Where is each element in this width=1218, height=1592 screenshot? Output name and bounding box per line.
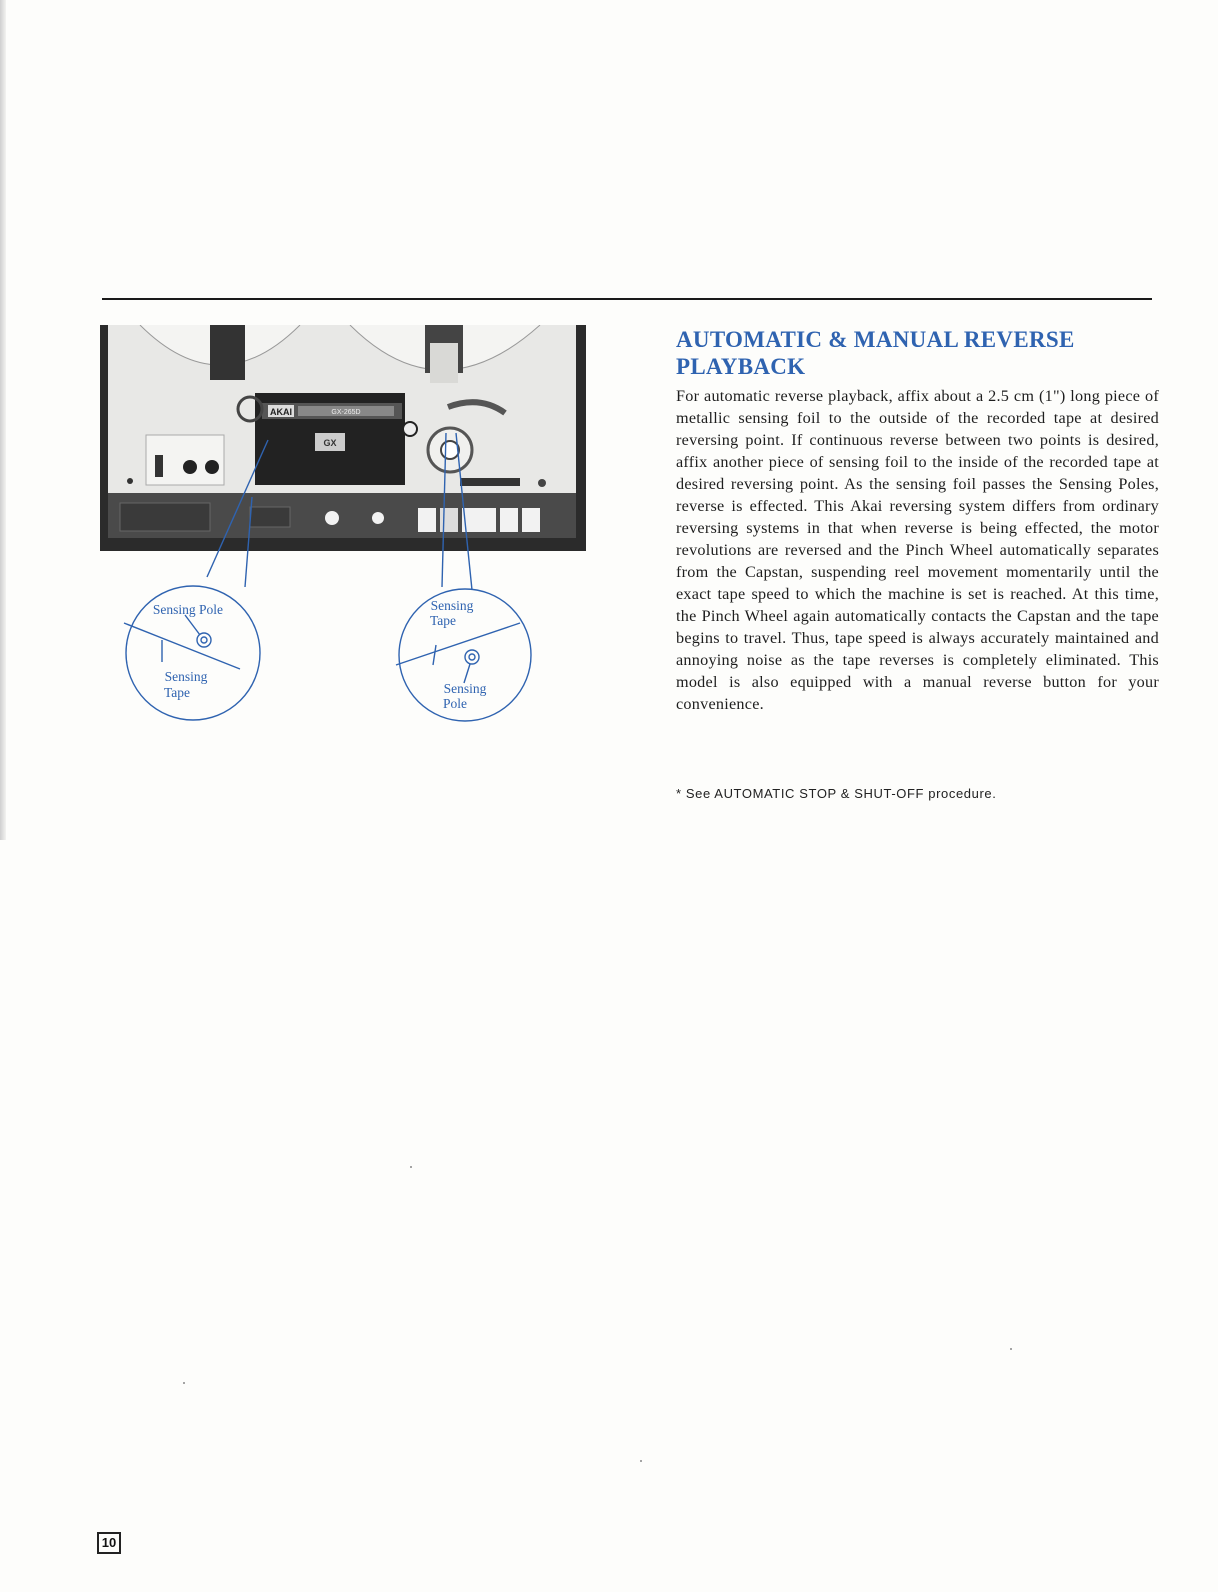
sensing-callouts [100,325,600,755]
tape-deck-figure [100,325,600,755]
left-callout-top-label: Sensing Pole [152,602,224,617]
left-callout-bottom-label-2: Tape [163,685,191,700]
brand-badge-text: AKAI [270,407,292,417]
page-number: 10 [97,1532,121,1554]
logo-badge-text: GX [323,438,337,448]
right-callout-top-label-1: Sensing [430,598,474,613]
scan-speck [183,1382,185,1384]
top-rule [102,298,1152,300]
right-callout-top-label-2: Tape [429,613,457,628]
model-badge-text: GX-265D [331,409,361,416]
footnote: * See AUTOMATIC STOP & SHUT-OFF procedure. [676,786,997,801]
scan-edge-shadow [0,0,6,840]
right-callout-bottom-label-2: Pole [442,696,468,711]
section-heading: AUTOMATIC & MANUAL REVERSE PLAYBACK [676,327,1075,379]
body-paragraph: For automatic reverse playback, affix about a 2.5 cm (1") long piece of metallic sensing foil to the outside of the recorded tape at desired reversing point. If continuous reverse between two points is desired, affix another piece of sensing foil to the inside of the recorded tape at desired reversing point. As the sensing foil passes the Sensing Poles, reverse is effected. This Akai reversing system differs from ordinary reversing systems in that when reverse is being effected, the motor revolutions are reversed and the Pinch Wheel automatically separates from the Capstan, suspending reel movement momentarily until the exact tape speed to which the machine is set is reached. At this time, the Pinch Wheel again automatically contacts the Capstan and the tape begins to travel. Thus, tape speed is always accurately maintained and annoying noise as the tape reverses is completely eliminated. This model is also equipped with a manual reverse button for your convenience. [676,387,1159,713]
left-callout-bottom-label-1: Sensing [164,669,208,684]
scan-speck [1010,1348,1012,1350]
scan-speck [410,1166,412,1168]
scan-speck [640,1460,642,1462]
right-callout-bottom-label-1: Sensing [443,681,487,696]
